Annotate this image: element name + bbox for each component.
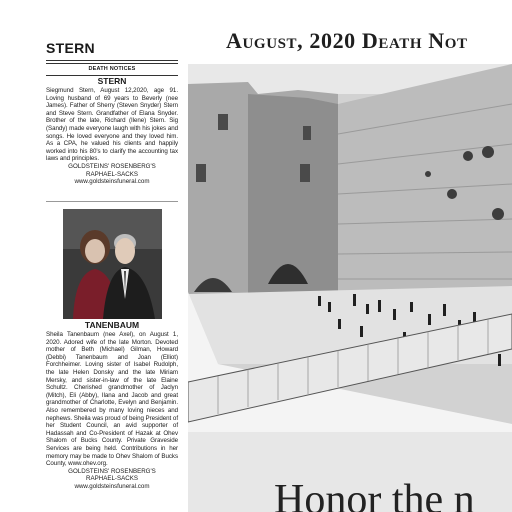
- funeral-website[interactable]: www.goldsteinsfuneral.com: [74, 482, 150, 490]
- promo-banner: [188, 432, 512, 512]
- page-headline: August, 2020 Death Not: [226, 28, 468, 53]
- page-name: STERN: [46, 40, 95, 56]
- funeral-home-line2: RAPHAEL-SACKS: [86, 170, 138, 178]
- divider: [46, 201, 178, 202]
- funeral-home-line1: GOLDSTEINS' ROSENBERG'S: [68, 467, 156, 475]
- funeral-home-line1: GOLDSTEINS' ROSENBERG'S: [68, 162, 156, 170]
- top-rule: [46, 60, 178, 61]
- obituary-tanenbaum: [46, 320, 178, 490]
- funeral-website[interactable]: www.goldsteinsfuneral.com: [74, 178, 150, 186]
- promo-text: Honor the n: [274, 477, 475, 512]
- obituary-body: Sheila Tanenbaum (nee Axel), on August 1, 2020. Adored wife of the late Morton. Devoted mother of Beth (Michael) Gilman, Howard (Debbi) Tanenbaum and Joan (Elliot) Forchheimer. Loving sister of Isabel Rudolph, the late Helen Donsky and the late Miriam Mersky, and sister-in-law of the late Elaine Schultz. Cherished grandmother of Jaclyn (Mitch), Eli (Abby), Ilana and Jacob and great grandmother of Charlotte, Evelyn and Benjamin. Also remembered by many loving nieces and nephews. Sheila was proud of being President of her Student Council, an avid supporter of Hadassah and Co-President of Hazak at Ohev Shalom of Bucks County. Private Graveside Services are being held. Contributions in her memory may be made to Ohev Shalom of Bucks County, www.ohev.org.: [46, 331, 178, 468]
- obituary-body: Siegmund Stern, August 12,2020, age 91. Loving husband of 69 years to Beverly (nee James). Father of Sherry (Steven Snyder) Stern and Steve Stern. Grandfather of Elana Snyder. Brother of the late, Richard (Ilene) Stern. Sig (Sandy) made everyone laugh with his jokes and songs. He loved everyone and they loved him. As a CPA, he valued his clients and happily worked into his 80's to clarify the accounting tax laws and principles.: [46, 87, 178, 163]
- funeral-home-line2: RAPHAEL-SACKS: [86, 475, 138, 483]
- section-tag: DEATH NOTICES: [46, 63, 178, 76]
- western-wall-photo: [188, 64, 512, 432]
- obituary-stern: [46, 76, 178, 186]
- obituary-photo: [63, 209, 162, 319]
- obituary-name: TANENBAUM: [84, 320, 140, 330]
- obituary-name: STERN: [97, 76, 127, 86]
